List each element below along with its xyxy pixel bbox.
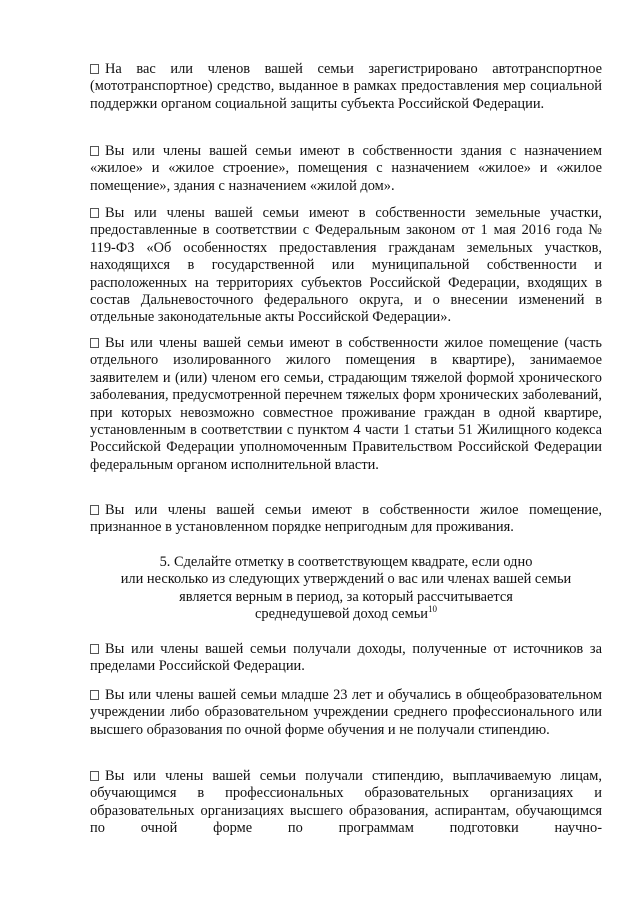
heading-line: является верным в период, за который рассчитывается xyxy=(179,588,513,605)
statement-unfit-housing xyxy=(90,502,602,537)
statement-text: Вы или члены вашей семьи получали стипендию, выплачиваемую лицам, обучающимся в профессиональных образовательных организациях и образовательных организациях высшего образования, аспирантам, обучающимся по очной форме по программам подготовки научно- xyxy=(90,768,602,837)
statement-text: Вы или члены вашей семьи получали доходы, полученные от источников за пределами Российской Федерации. xyxy=(90,641,602,675)
statement-chronic-disease-housing xyxy=(90,335,602,474)
heading-line: 5. Сделайте отметку в соответствующем квадрате, если одно xyxy=(159,554,533,570)
statement-text: На вас или членов вашей семьи зарегистрировано автотранспортное (мототранспортное) средство, выданное в рамках предоставления мер социальной поддержки органом социальной защиты субъекта Российской Федерации. xyxy=(90,61,602,112)
statement-land-plots xyxy=(90,205,602,327)
heading-line: или несколько из следующих утверждений о вас или членах вашей семьи xyxy=(120,571,572,588)
checkbox[interactable] xyxy=(90,505,99,515)
statement-text: Вы или члены вашей семьи имеют в собственности жилое помещение, признанное в установленном порядке непригодным для проживания. xyxy=(90,502,602,536)
heading-line xyxy=(90,606,602,623)
statement-residential-buildings xyxy=(90,143,602,195)
checkbox[interactable] xyxy=(90,644,99,654)
statement-text: Вы или члены вашей семьи младше 23 лет и обучались в общеобразовательном учреждении либо образовательном учреждении среднего профессионального или высшего образования по очной форме обучения и не получали стипендию. xyxy=(90,687,602,738)
statement-stipend xyxy=(90,768,602,838)
heading-line-text: среднедушевой доход семьи xyxy=(254,606,428,623)
statement-text: Вы или члены вашей семьи имеют в собственности земельные участки, предоставленные в соответствии с Федеральным законом от 1 мая 2016 года № 119-ФЗ «Об особенностях предоставления гражданам земельных участков, находящихся в государственной или муниципальной собственности и расположенных на территориях субъектов Российской Федерации, входящих в состав Дальневосточного федерального округа, и о внесении изменений в отдельные законодательные акты Российской Федерации». xyxy=(90,205,602,326)
statement-text: Вы или члены вашей семьи имеют в собственности жилое помещение (часть отдельного изолированного жилого помещения в квартире), занимаемое заявителем и (или) членом его семьи, страдающим тяжелой формой хронического заболевания, предусмотренной перечнем тяжелых форм хронических заболеваний, при которых невозможно совместное проживание граждан в одной квартире, установленным в соответствии с пунктом 4 части 1 статьи 51 Жилищного кодекса Российской Федерации уполномоченным Правительством Российской Федерации федеральным органом исполнительной власти. xyxy=(90,335,602,473)
statement-students-under-23 xyxy=(90,687,602,739)
statement-foreign-income xyxy=(90,641,602,676)
checkbox[interactable] xyxy=(90,338,99,348)
checkbox[interactable] xyxy=(90,771,99,781)
checkbox[interactable] xyxy=(90,64,99,74)
section-5-heading xyxy=(90,554,602,624)
checkbox[interactable] xyxy=(90,690,99,700)
checkbox[interactable] xyxy=(90,146,99,156)
footnote-marker: 10 xyxy=(428,604,437,615)
statement-vehicle xyxy=(90,61,602,113)
statement-text: Вы или члены вашей семьи имеют в собственности здания с назначением «жилое» и «жилое строение», помещения с назначением «жилое» и «жилое помещение», здания с назначением «жилой дом». xyxy=(90,143,602,194)
checkbox[interactable] xyxy=(90,208,99,218)
